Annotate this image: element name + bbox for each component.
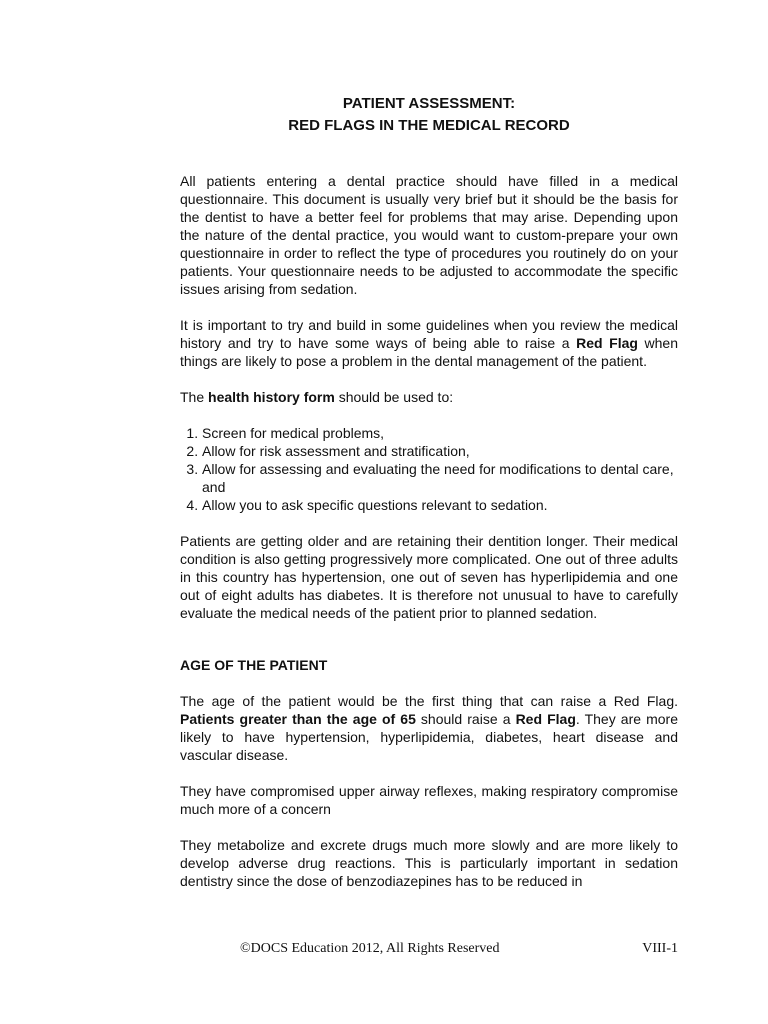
text-span: . They are more likely to have hypertension, hyperlipidemia, diabetes, heart disease and vascular disease. [180, 711, 678, 763]
bold-red-flag: Red Flag [576, 335, 638, 351]
text-span: should raise a [415, 711, 516, 727]
text-span: The age of the patient would be the first thing that can raise a Red Flag. [180, 693, 678, 709]
list-item: 4. Allow you to ask specific questions relevant to sedation. [202, 496, 678, 514]
text-span: should be used to: [334, 389, 454, 405]
bold-health-history-form: health history form [208, 389, 335, 405]
text-span: It is important to try and build in some guidelines when you review the medical history and try to have some ways of being able to raise a [180, 317, 678, 351]
health-history-list [180, 424, 678, 514]
list-item: 2. Allow for risk assessment and stratification, [202, 442, 678, 460]
intro-paragraph: All patients entering a dental practice should have filled in a medical questionnaire. This document is usually very brief but it should be the basis for the dentist to have a better feel for problems that may arise. Depending upon the nature of the dental practice, you would want to custom-prepare your own questionnaire in order to reflect the type of procedures you routinely do on your patients. Your questionnaire needs to be adjusted to accommodate the specific issues arising from sedation. [180, 173, 678, 297]
copyright-text: ©DOCS Education 2012, All Rights Reserved [240, 941, 500, 956]
airway-paragraph: They have compromised upper airway reflexes, making respiratory compromise much more of a concern [180, 783, 678, 817]
document-body [180, 172, 678, 908]
list-item: 1. Screen for medical problems, [202, 424, 678, 442]
title-line-2: RED FLAGS IN THE MEDICAL RECORD [288, 117, 570, 134]
page-number: VIII-1 [642, 941, 678, 956]
title-line-1: PATIENT ASSESSMENT: [342, 95, 516, 112]
list-item: 3. Allow for assessing and evaluating the need for modifications to dental care, and [202, 460, 678, 496]
aging-paragraph: Patients are getting older and are retaining their dentition longer. Their medical condition is also getting progressively more complicated. One out of three adults in this country has hypertension, one out of seven has hyperlipidemia and one out of eight adults has diabetes. It is therefore not unusual to have to carefully evaluate the medical needs of the patient prior to planned sedation. [180, 533, 678, 621]
text-span: when things are likely to pose a problem in the dental management of the patient. [180, 335, 678, 369]
text-span: The [180, 389, 209, 405]
bold-age-65: Patients greater than the age of 65 [180, 711, 416, 727]
metabolism-paragraph: They metabolize and excrete drugs much more slowly and are more likely to develop adverse drug reactions. This is particularly important in sedation dentistry since the dose of benzodiazepines has to be reduced in [180, 837, 678, 889]
document-title [180, 93, 678, 137]
health-history-intro [180, 388, 678, 406]
age-paragraph [180, 692, 678, 764]
bold-red-flag: Red Flag [515, 711, 576, 727]
red-flag-paragraph [180, 316, 678, 370]
section-heading: AGE OF THE PATIENT [180, 657, 328, 673]
